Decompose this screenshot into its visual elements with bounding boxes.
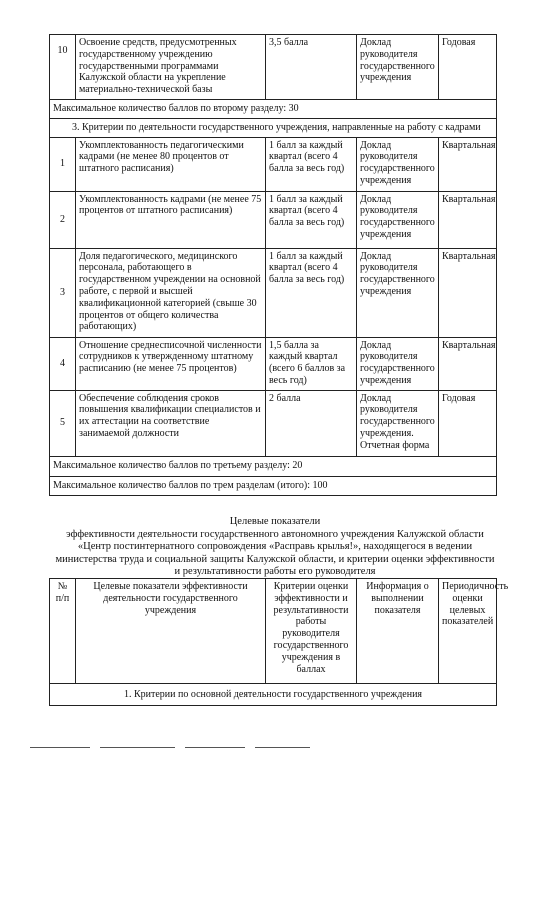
scan-artifact-line <box>100 747 175 748</box>
section-header-row <box>50 118 497 137</box>
criterion-points: 1 балл за каждый квартал (всего 4 балла за весь год) <box>266 191 357 248</box>
criterion-points: 3,5 балла <box>266 35 357 100</box>
criteria-table-continued <box>49 34 497 496</box>
document-title: Целевые показатели <box>229 516 321 527</box>
table-row <box>50 137 497 191</box>
row-number: 1 <box>50 137 76 191</box>
table-row <box>50 390 497 456</box>
header-criteria: Критерии оценки эффективности и результативности работы руководителя государственного учреждения в баллах <box>266 579 357 684</box>
criterion-text: Освоение средств, предусмотренных государственному учреждению государственными программами Калужской области на укрепление материально-технической базы <box>76 35 266 100</box>
header-indicators: Целевые показатели эффективности деятельности государственного учреждения <box>76 579 266 684</box>
table-header-row <box>50 579 497 684</box>
target-indicators-table <box>49 578 509 706</box>
criterion-text: Обеспечение соблюдения сроков повышения квалификации специалистов и их аттестации на соответствие занимаемой должности <box>76 390 266 456</box>
table-row <box>50 191 497 248</box>
scan-artifact-line <box>255 747 310 748</box>
max-points-section3: Максимальное количество баллов по третьему разделу: 20 <box>50 456 497 476</box>
criterion-points: 2 балла <box>266 390 357 456</box>
row-number: 5 <box>50 390 76 456</box>
criterion-text: Укомплектованность кадрами (не менее 75 процентов от штатного расписания) <box>76 191 266 248</box>
criterion-period: Квартальная <box>439 191 497 248</box>
max-points-section2: Максимальное количество баллов по второму разделу: 30 <box>50 100 497 119</box>
table-row <box>50 35 497 100</box>
criterion-text: Укомплектованность педагогическими кадрами (не менее 80 процентов от штатного расписания) <box>76 137 266 191</box>
header-info: Информация о выполнении показателя <box>357 579 439 684</box>
criterion-source: Доклад руководителя государственного учреждения <box>357 248 439 337</box>
criterion-source: Доклад руководителя государственного учреждения <box>357 35 439 100</box>
table-row <box>50 476 497 495</box>
criterion-text: Отношение среднесписочной численности сотрудников к утвержденному штатному расписанию (не менее 75 процентов) <box>76 337 266 390</box>
criterion-period: Квартальная <box>439 248 497 337</box>
criterion-points: 1 балл за каждый квартал (всего 4 балла за весь год) <box>266 137 357 191</box>
header-number: № п/п <box>50 579 76 684</box>
table-row <box>50 100 497 119</box>
row-number: 3 <box>50 248 76 337</box>
row-number: 4 <box>50 337 76 390</box>
document-title-block <box>55 516 495 579</box>
criterion-source: Доклад руководителя государственного учреждения <box>357 337 439 390</box>
document-subtitle: эффективности деятельности государственного автономного учреждения Калужской области «Центр постинтернатного сопровождения «Расправь крылья!», находящегося в ведении министерства труда и социальной защиты Калужской области, и критерии оценки эффективности и результативности работы его руководителя <box>55 528 495 578</box>
table-row <box>50 248 497 337</box>
table-row <box>50 337 497 390</box>
scan-artifact-line <box>185 747 245 748</box>
section-header-row <box>50 684 497 706</box>
criterion-text: Доля педагогического, медицинского персонала, работающего в государственном учреждении на основной работе, с первой и высшей квалификационной категорией (свыше 30 процентов от общего количества работающих) <box>76 248 266 337</box>
criterion-period: Квартальная <box>439 137 497 191</box>
row-number: 2 <box>50 191 76 248</box>
scan-artifact-line <box>30 747 90 748</box>
criterion-points: 1,5 балла за каждый квартал (всего 6 баллов за весь год) <box>266 337 357 390</box>
section3-title: 3. Критерии по деятельности государственного учреждения, направленные на работу с кадрами <box>50 118 497 137</box>
criterion-source: Доклад руководителя государственного учреждения <box>357 137 439 191</box>
table-row <box>50 456 497 476</box>
criterion-source: Доклад руководителя государственного учреждения <box>357 191 439 248</box>
header-periodicity: Периодичность оценки целевых показателей <box>439 579 497 684</box>
section1-title: 1. Критерии по основной деятельности государственного учреждения <box>50 684 497 706</box>
criterion-source: Доклад руководителя государственного учреждения. Отчетная форма <box>357 390 439 456</box>
criterion-points: 1 балл за каждый квартал (всего 4 балла за весь год) <box>266 248 357 337</box>
criterion-period: Годовая <box>439 390 497 456</box>
max-points-total: Максимальное количество баллов по трем разделам (итого): 100 <box>50 476 497 495</box>
criterion-period: Годовая <box>439 35 497 100</box>
row-number: 10 <box>50 35 76 100</box>
criterion-period: Квартальная <box>439 337 497 390</box>
